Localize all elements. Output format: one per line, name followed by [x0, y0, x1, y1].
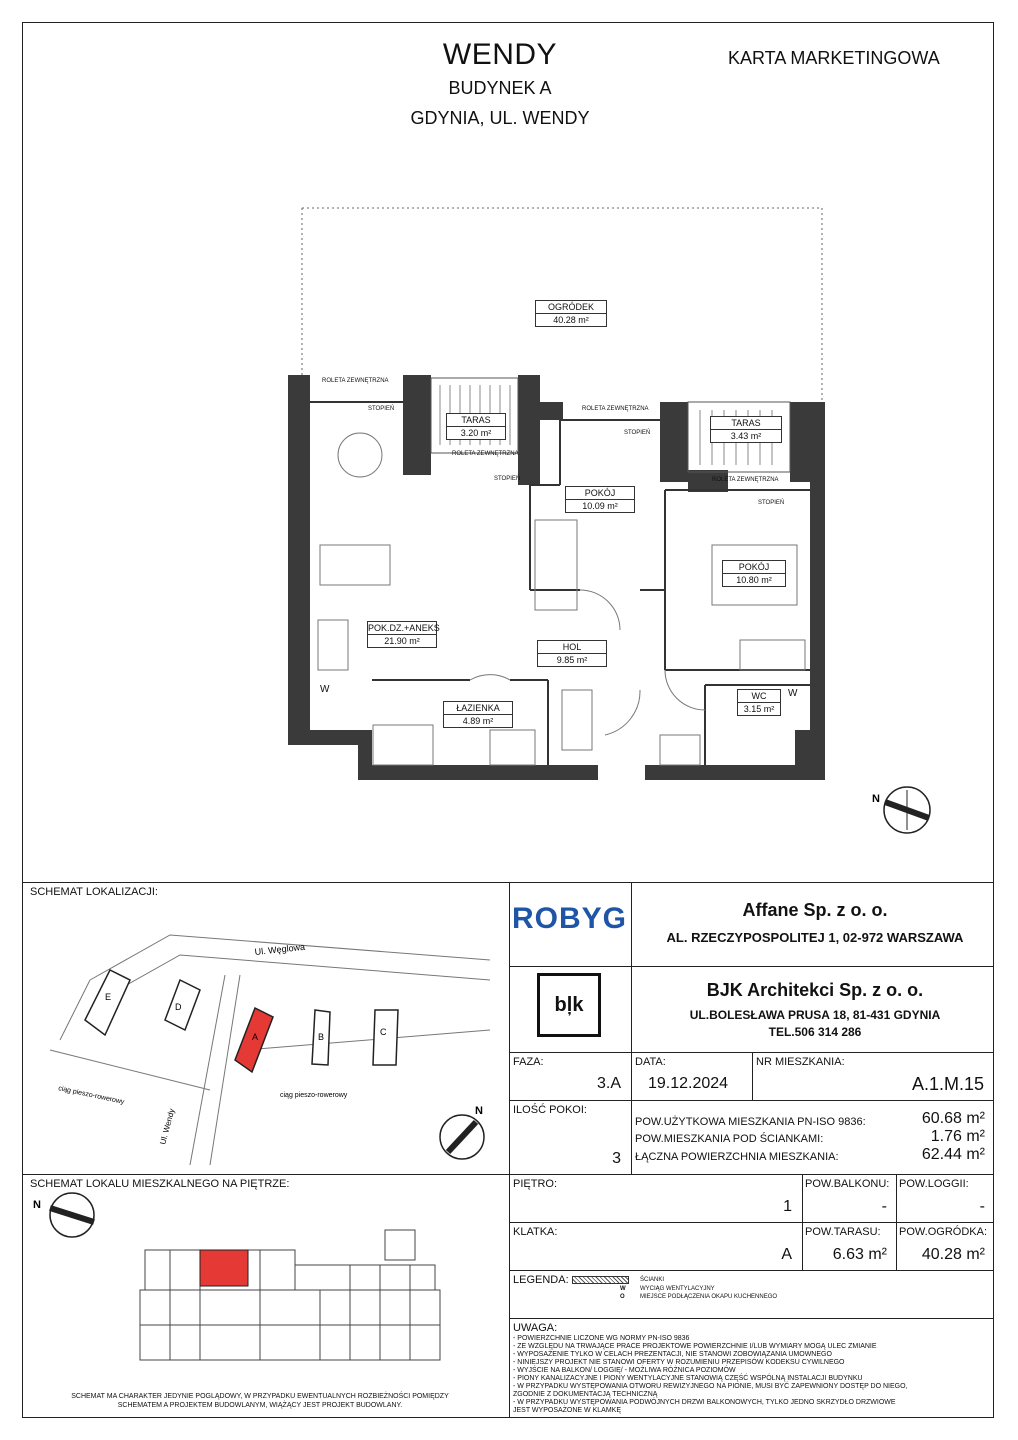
legend-item: MIEJSCE PODŁĄCZENIA OKAPU KUCHENNEGO: [640, 1294, 778, 1300]
room-hol: HOL 9.85 m²: [537, 640, 607, 667]
wall-hatch-icon: [572, 1276, 629, 1284]
architect-address: UL.BOLESŁAWA PRUSA 18, 81-431 GDYNIA: [689, 1008, 941, 1022]
stopien-label: STOPIEŃ: [624, 430, 651, 436]
disclaimer-line-2: SCHEMATEM A PROJEKTEM BUDOWLANYM, WIĄŻĄCY JEST PROJEKT BUDOWLANY.: [117, 1402, 403, 1409]
note-line: - W PRZYPADKU WYSTĘPOWANIA OTWORU REWIZYJNEGO NA PIONIE, MUSI BYĆ ZAPEWNIONY DOSTĘP DO NIEGO,: [513, 1383, 908, 1390]
developer-name: Affane Sp. z o. o.: [742, 900, 888, 920]
ogrodek-value: 40.28 m²: [921, 1246, 985, 1263]
developer-address: AL. RZECZYPOSPOLITEJ 1, 02-972 WARSZAWA: [666, 930, 964, 945]
room-pokoj-2: POKÓJ 10.80 m²: [722, 560, 786, 587]
note-line: - NINIEJSZY PROJEKT NIE STANOWI OFERTY W ROZUMIENIU PRZEPISÓW KODEKSU CYWILNEGO: [513, 1359, 845, 1366]
nr-label: NR MIESZKANIA:: [756, 1056, 845, 1068]
building-name: BUDYNEK A: [448, 78, 552, 98]
pietro-label: PIĘTRO:: [513, 1178, 558, 1190]
pow-uzytkowa-value: 60.68 m²: [921, 1110, 985, 1127]
stopien-label: STOPIEŃ: [368, 406, 395, 412]
note-line: - ZE WZGLĘDU NA TRWAJĄCE PRACE PROJEKTOWE POWIERZCHNIE I/LUB WYMIARY MOGĄ ULEC ZMIANIE: [513, 1343, 877, 1350]
bjk-logo: bļk: [537, 973, 601, 1037]
svg-text:B: B: [318, 1032, 325, 1042]
loggia-label: POW.LOGGII:: [899, 1178, 969, 1190]
legend-symbol-o: O: [620, 1294, 625, 1300]
room-lazienka: ŁAZIENKA 4.89 m²: [443, 701, 513, 728]
robyg-logo: ROBYG: [512, 902, 628, 935]
note-line: - WYJŚCIE NA BALKON/ LOGGIĘ/ - MOŻLIWA RÓŻNICA POZIOMÓW: [513, 1367, 736, 1374]
note-line: ZGODNIE Z DOKUMENTACJĄ TECHNICZNĄ: [513, 1391, 658, 1398]
roleta-label: ROLETA ZEWNĘTRZNA: [712, 477, 779, 483]
svg-text:E: E: [105, 992, 112, 1002]
pietro-value: 1: [783, 1198, 792, 1215]
note-line: JEST WYPOSAŻONE W KLAMKĘ: [513, 1407, 622, 1414]
loggia-value: -: [979, 1198, 985, 1215]
svg-text:N: N: [33, 1199, 41, 1211]
svg-text:C: C: [380, 1027, 387, 1037]
room-taras-1: TARAS 3.20 m²: [446, 413, 506, 440]
data-value: 19.12.2024: [648, 1075, 729, 1092]
roleta-label: ROLETA ZEWNĘTRZNA: [322, 378, 389, 384]
svg-text:ciąg pieszo-rowerowy: ciąg pieszo-rowerowy: [57, 1085, 125, 1106]
project-address: GDYNIA, UL. WENDY: [410, 108, 590, 128]
ogrodek-label: POW.OGRÓDKA:: [899, 1226, 988, 1238]
location-title: SCHEMAT LOKALIZACJI:: [30, 886, 158, 898]
taras-value: 6.63 m²: [832, 1246, 887, 1263]
floor-plan: [0, 190, 1018, 850]
nr-value: A.1.M.15: [911, 1074, 984, 1094]
roleta-label: ROLETA ZEWNĘTRZNA: [452, 451, 519, 457]
pow-laczna-value: 62.44 m²: [921, 1146, 985, 1163]
legend-item: WYCIĄG WENTYLACYJNY: [640, 1286, 715, 1292]
stopien-label: STOPIEŃ: [758, 500, 785, 506]
notes-label: UWAGA:: [513, 1322, 558, 1334]
note-line: - WYPOSAŻENIE TYLKO W CELACH PREZENTACJI, NIE STANOWI ZOBOWIĄZANIA UMOWNEGO: [513, 1351, 832, 1358]
svg-text:N: N: [872, 793, 880, 805]
vent-marker: W: [320, 684, 330, 695]
stopien-label: STOPIEŃ: [494, 476, 521, 482]
svg-text:Ul. Wendy: Ul. Wendy: [158, 1107, 177, 1146]
card-type: KARTA MARKETINGOWA: [728, 48, 940, 68]
pokoje-value: 3: [612, 1150, 621, 1167]
faza-value: 3.A: [596, 1075, 621, 1092]
room-pokoj-1: POKÓJ 10.09 m²: [565, 486, 635, 513]
floor-schema-title: SCHEMAT LOKALU MIESZKALNEGO NA PIĘTRZE:: [30, 1178, 290, 1190]
legend-item: ŚCIANKI: [640, 1277, 665, 1283]
compass-icon: [440, 1105, 484, 1159]
pow-uzytkowa-label: POW.UŻYTKOWA MIESZKANIA PN-ISO 9836:: [635, 1116, 866, 1128]
room-taras-2: TARAS 3.43 m²: [710, 416, 782, 443]
legend-label: LEGENDA:: [513, 1274, 569, 1286]
architect-name: BJK Architekci Sp. z o. o.: [706, 980, 924, 1000]
balkon-value: -: [881, 1198, 887, 1215]
compass-icon: [872, 787, 930, 833]
balkon-label: POW.BALKONU:: [805, 1178, 890, 1190]
klatka-label: KLATKA:: [513, 1226, 558, 1238]
note-line: - PIONY KANALIZACYJNE I PIONY WENTYLACYJNE STANOWIĄ CZĘŚĆ WSPÓLNĄ INSTALACJI BUDYNKU: [513, 1375, 863, 1382]
location-map: [30, 900, 500, 1170]
faza-label: FAZA:: [513, 1056, 544, 1068]
room-wc: WC 3.15 m²: [737, 689, 781, 716]
svg-text:Ul. Węglowa: Ul. Węglowa: [254, 941, 306, 957]
pow-laczna-label: ŁĄCZNA POWIERZCHNIA MIESZKANIA:: [635, 1151, 839, 1163]
notes-list: [513, 1335, 988, 1415]
svg-text:D: D: [175, 1002, 182, 1012]
floor-schema-map: [30, 1190, 500, 1380]
note-line: - POWIERZCHNIE LICZONE WG NORMY PN-ISO 9836: [513, 1335, 690, 1342]
taras-label: POW.TARASU:: [805, 1226, 881, 1238]
note-line: - W PRZYPADKU WYSTĘPOWANIA PODWÓJNYCH DRZWI BALKONOWYCH, TYLKO JEDNO SKRZYDŁO DRZWIOWE: [513, 1399, 896, 1406]
klatka-value: A: [781, 1246, 792, 1263]
vent-marker: W: [788, 688, 798, 699]
project-title: WENDY: [442, 38, 558, 71]
legend-symbol-w: W: [620, 1286, 626, 1292]
svg-text:ciąg pieszo-rowerowy: ciąg pieszo-rowerowy: [280, 1092, 348, 1099]
pow-scianki-value: 1.76 m²: [930, 1128, 985, 1145]
pow-scianki-label: POW.MIESZKANIA POD ŚCIANKAMI:: [635, 1133, 824, 1145]
architect-phone: TEL.506 314 286: [768, 1025, 862, 1039]
disclaimer-line-1: SCHEMAT MA CHARAKTER JEDYNIE POGLĄDOWY, W PRZYPADKU EWENTUALNYCH ROZBIEŻNOŚCI POMIĘDZY: [71, 1393, 449, 1400]
svg-text:A: A: [252, 1032, 259, 1042]
svg-text:N: N: [475, 1105, 483, 1117]
pokoje-label: ILOŚĆ POKOI:: [513, 1104, 587, 1116]
data-label: DATA:: [635, 1056, 666, 1068]
room-ogrodek: OGRÓDEK 40.28 m²: [535, 300, 607, 327]
roleta-label: ROLETA ZEWNĘTRZNA: [582, 406, 649, 412]
compass-icon: [33, 1193, 94, 1237]
room-pokoj-dzienny: POK.DZ.+ANEKS 21.90 m²: [368, 623, 440, 646]
